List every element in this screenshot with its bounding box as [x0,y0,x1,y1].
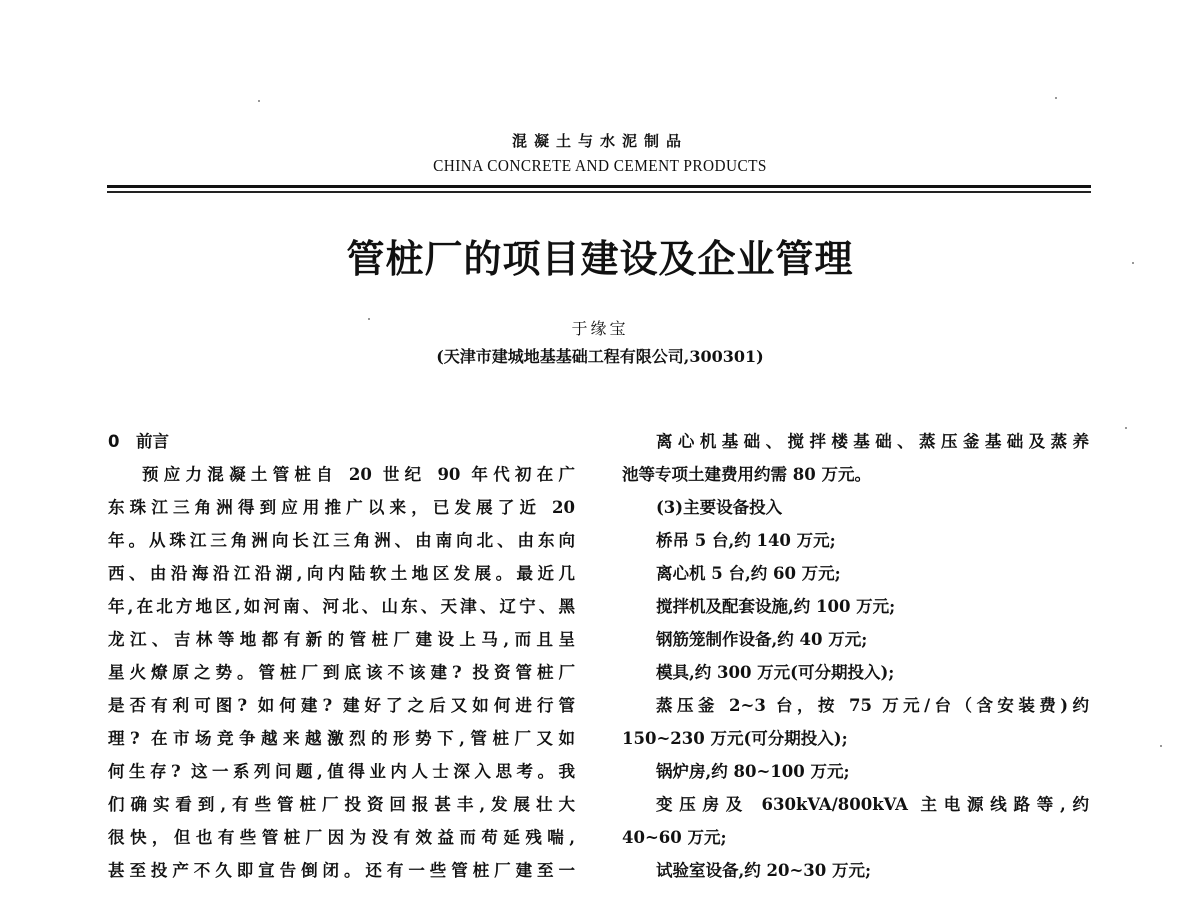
right-column [622,429,1089,891]
text-line: 模具,约 300 万元(可分期投入); [656,663,895,682]
affiliation: (天津市建城地基基础工程有限公司,300301) [436,347,764,366]
text-line: 星火燎原之势。管桩厂到底该不该建? 投资管桩厂 [108,663,575,682]
text-line: 预应力混凝土管桩自 20 世纪 90 年代初在广 [142,465,575,484]
text-line: (3)主要设备投入 [656,498,783,517]
text-line: 变压房及 630kVA/800kVA 主电源线路等,约 [656,795,1089,814]
journal-name-en: CHINA CONCRETE AND CEMENT PRODUCTS [433,156,767,175]
scan-speck [1160,745,1162,747]
text-line: 桥吊 5 台,约 140 万元; [656,531,836,550]
text-line: 东珠江三角洲得到应用推广以来，已发展了近 20 [108,498,575,517]
scan-speck [368,318,370,320]
text-line: 何生存? 这一系列问题,值得业内人士深入思考。我 [108,762,575,781]
text-line: 池等专项土建费用约需 80 万元。 [622,465,871,484]
scan-speck [258,100,260,102]
text-line: 年。从珠江三角洲向长江三角洲、由南向北、由东向 [108,531,575,550]
section-heading: 0 前言 [108,432,169,451]
text-line: 蒸压釜 2~3 台，按 75 万元/台（含安装费)约 [656,696,1089,715]
text-line: 理? 在市场竞争越来越激烈的形势下,管桩厂又如 [108,729,575,748]
text-line: 西、由沿海沿江沿湖,向内陆软土地区发展。最近几 [108,564,575,583]
text-line: 40~60 万元; [622,828,727,847]
left-column [108,429,575,891]
scan-speck [1055,97,1057,99]
scan-speck [1132,262,1134,264]
article-title: 管桩厂的项目建设及企业管理 [346,237,854,281]
header-rule-thin [107,191,1091,193]
text-line: 很快，但也有些管桩厂因为没有效益而苟延残喘, [108,828,575,847]
text-line: 们确实看到,有些管桩厂投资回报甚丰,发展壮大 [108,795,575,814]
author: 于缘宝 [571,319,629,338]
text-line: 是否有利可图? 如何建? 建好了之后又如何进行管 [108,696,575,715]
scan-speck [1125,427,1127,429]
header-rule-thick [107,185,1091,188]
text-line: 锅炉房,约 80~100 万元; [656,762,850,781]
text-line: 搅拌机及配套设施,约 100 万元; [656,597,896,616]
text-line: 甚至投产不久即宣告倒闭。还有一些管桩厂建至一 [108,861,575,880]
text-line: 离心机基础、搅拌楼基础、蒸压釜基础及蒸养 [656,432,1089,451]
text-line: 离心机 5 台,约 60 万元; [656,564,841,583]
text-line: 钢筋笼制作设备,约 40 万元; [656,630,868,649]
text-line: 试验室设备,约 20~30 万元; [656,861,872,880]
text-line: 龙江、吉林等地都有新的管桩厂建设上马,而且呈 [108,630,575,649]
journal-name-cn: 混凝土与水泥制品 [511,132,688,150]
text-line: 年,在北方地区,如河南、河北、山东、天津、辽宁、黑 [108,597,575,616]
text-line: 150~230 万元(可分期投入); [622,729,848,748]
